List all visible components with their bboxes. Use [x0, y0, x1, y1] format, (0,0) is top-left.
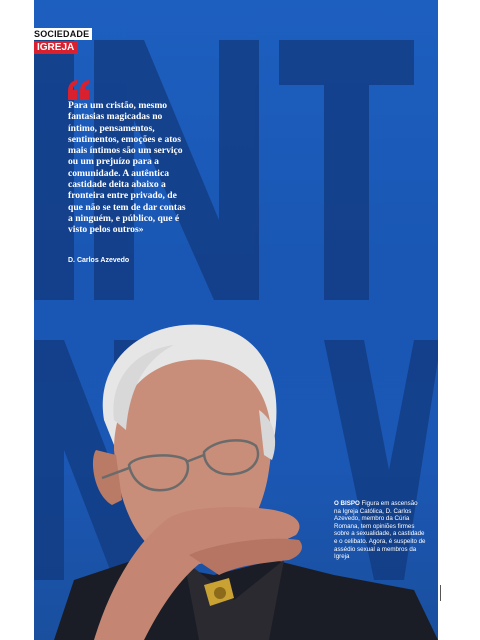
caption-text: Figura em ascensão na Igreja Católica, D. Carlos Azevedo, membro da Cúria Romana, tem opiniões firmes sobre a sexualidade, a castidade e o celibato. Agora, é suspeito de assédio sexual a membros da Igreja: [334, 500, 426, 561]
pull-quote: Para um cristão, mesmo fantasias magicadas no íntimo, pensamentos, sentimentos, emoções e atos mais íntimos são um serviço ou um prejuízo para a comunidade. A autêntica castidade deita abaixo a fronteira entre privado, de que não se tem de dar contas a ninguém, e público, que é visto pelos outros»: [68, 100, 186, 236]
caption-lead: O BISPO: [334, 500, 360, 507]
page-edge-mark: [440, 585, 441, 601]
photo-caption: [334, 500, 426, 561]
quote-author: D. Carlos Azevedo: [68, 257, 130, 264]
subsection-label: IGREJA: [34, 41, 78, 54]
quote-mark-icon: [66, 80, 92, 100]
section-label: SOCIEDADE: [34, 28, 92, 40]
section-tag: [34, 28, 92, 54]
